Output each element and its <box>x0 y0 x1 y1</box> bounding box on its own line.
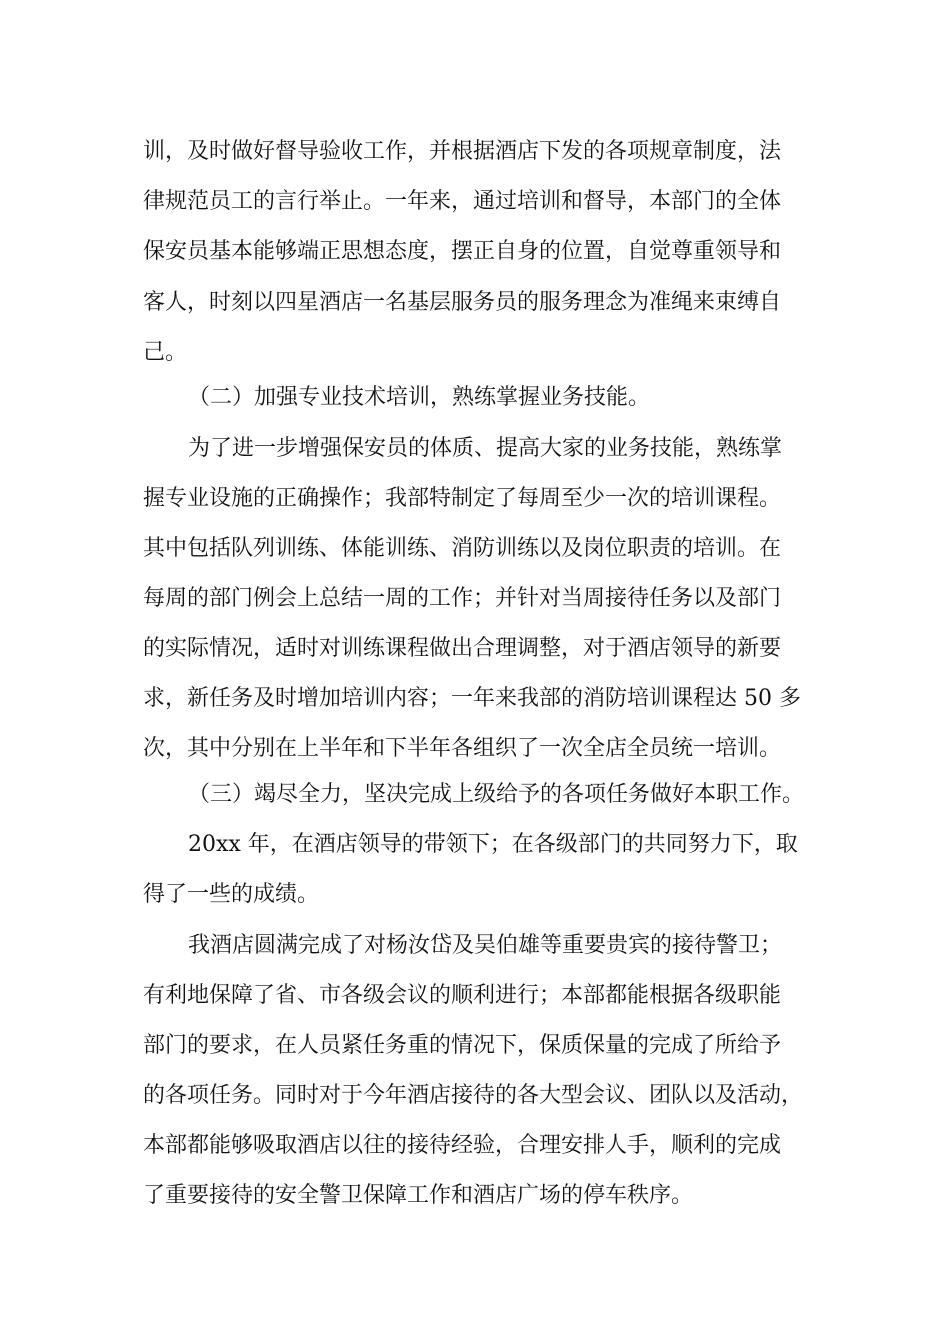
text-line: 次，其中分别在上半年和下半年各组织了一次全店全员统一培训。 <box>143 736 782 761</box>
section-heading: （三）竭尽全力，坚决完成上级给予的各项任务做好本职工作。 <box>188 782 805 807</box>
text-line: 每周的部门例会上总结一周的工作；并针对当周接待任务以及部门 <box>143 586 782 611</box>
text-line: 客人，时刻以四星酒店一名基层服务员的服务理念为准绳来束缚自 <box>143 290 782 315</box>
text-line: 训，及时做好督导验收工作，并根据酒店下发的各项规章制度，法 <box>143 139 782 164</box>
text-line: 握专业设施的正确操作；我部特制定了每周至少一次的培训课程。 <box>143 486 782 511</box>
section-heading: （二）加强专业技术培训，熟练掌握业务技能。 <box>188 385 651 410</box>
text-line: 为了进一步增强保安员的体质、提高大家的业务技能，熟练掌 <box>188 436 783 461</box>
text-line: 保安员基本能够端正思想态度，摆正自身的位置，自觉尊重领导和 <box>143 239 782 264</box>
text-line: 的实际情况，适时对训练课程做出合理调整，对于酒店领导的新要 <box>143 636 782 661</box>
text-line: 部门的要求，在人员紧任务重的情况下，保质保量的完成了所给予 <box>143 1033 782 1058</box>
text-line: 己。 <box>143 340 188 365</box>
text-line: 其中包括队列训练、体能训练、消防训练以及岗位职责的培训。在 <box>143 536 782 561</box>
text-line: 的各项任务。同时对于今年酒店接待的各大型会议、团队以及活动， <box>143 1083 804 1108</box>
text-line: 律规范员工的言行举止。一年来，通过培训和督导，本部门的全体 <box>143 189 782 214</box>
text-line: 20xx 年，在酒店领导的带领下；在各级部门的共同努力下，取 <box>188 832 798 857</box>
text-line: 得了一些的成绩。 <box>143 882 320 907</box>
text-line: 求，新任务及时增加培训内容；一年来我部的消防培训课程达 50 多 <box>143 686 801 711</box>
text-line: 有利地保障了省、市各级会议的顺利进行；本部都能根据各级职能 <box>143 983 782 1008</box>
text-line: 我酒店圆满完成了对杨汝岱及吴伯雄等重要贵宾的接待警卫； <box>188 933 783 958</box>
text-line: 本部都能够吸取酒店以往的接待经验，合理安排人手，顺利的完成 <box>143 1133 782 1158</box>
text-line: 了重要接待的安全警卫保障工作和酒店广场的停车秩序。 <box>143 1183 694 1208</box>
